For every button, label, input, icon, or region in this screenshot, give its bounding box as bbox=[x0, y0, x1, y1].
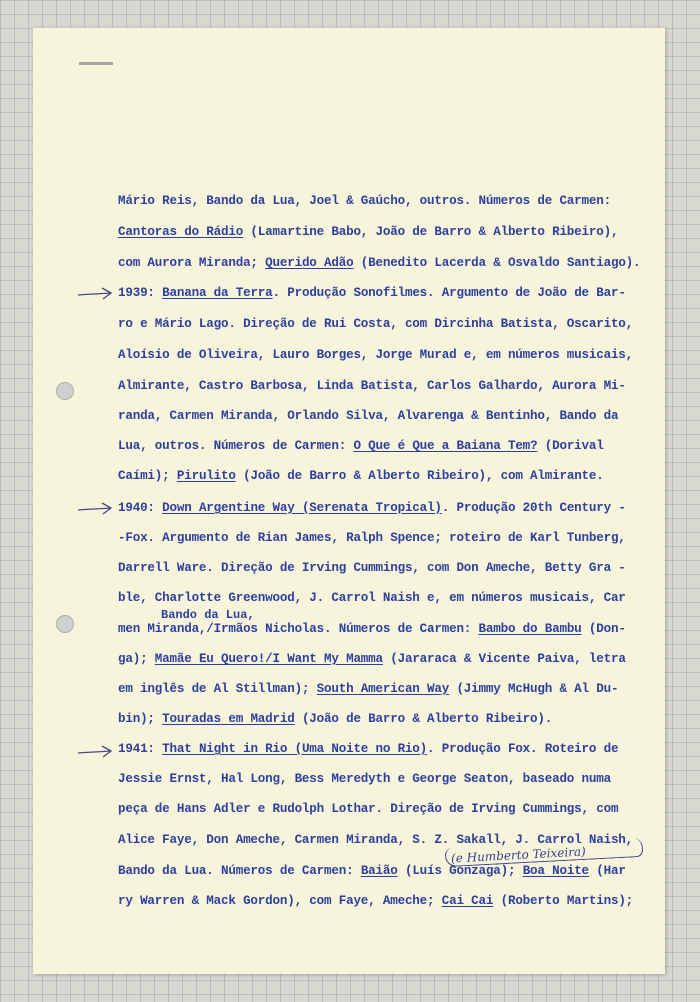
text-line: em inglês de Al Stillman); South American Way (Jimmy McHugh & Al Du- bbox=[118, 682, 619, 696]
text-line: Lua, outros. Números de Carmen: O Que é Que a Baiana Tem? (Dorival bbox=[118, 439, 604, 453]
text-line: randa, Carmen Miranda, Orlando Silva, Alvarenga & Bentinho, Bando da bbox=[118, 409, 619, 423]
arrow-icon bbox=[77, 502, 113, 516]
punch-hole-icon bbox=[56, 382, 74, 400]
text-line: Alice Faye, Don Ameche, Carmen Miranda, S. Z. Sakall, J. Carrol Naish, bbox=[118, 833, 634, 847]
interlinear-insertion: Bando da Lua, bbox=[161, 608, 255, 622]
text-line: 1941: That Night in Rio (Uma Noite no Rio). Produção Fox. Roteiro de bbox=[118, 742, 619, 756]
text-line: Almirante, Castro Barbosa, Linda Batista, Carlos Galhardo, Aurora Mi- bbox=[118, 379, 626, 393]
text-line: Darrell Ware. Direção de Irving Cummings, com Don Ameche, Betty Gra - bbox=[118, 561, 626, 575]
arrow-icon bbox=[77, 287, 113, 301]
text-line: ga); Mamãe Eu Quero!/I Want My Mamma (Jararaca & Vicente Paiva, letra bbox=[118, 652, 626, 666]
document-page bbox=[33, 28, 665, 974]
text-line: ry Warren & Mack Gordon), com Faye, Ameche; Cai Cai (Roberto Martins); bbox=[118, 894, 634, 908]
text-line: peça de Hans Adler e Rudolph Lothar. Direção de Irving Cummings, com bbox=[118, 802, 619, 816]
text-line: ro e Mário Lago. Direção de Rui Costa, com Dircinha Batista, Oscarito, bbox=[118, 317, 634, 331]
text-line: Jessie Ernst, Hal Long, Bess Meredyth e George Seaton, baseado numa bbox=[118, 772, 611, 786]
text-line: 1939: Banana da Terra. Produção Sonofilmes. Argumento de João de Bar- bbox=[118, 286, 626, 300]
text-line: Cantoras do Rádio (Lamartine Babo, João de Barro & Alberto Ribeiro), bbox=[118, 225, 619, 239]
pencil-mark bbox=[79, 62, 113, 65]
punch-hole-icon bbox=[56, 615, 74, 633]
text-line: Bando da Lua. Números de Carmen: Baião (Luís Gonzaga); Boa Noite (Har bbox=[118, 864, 626, 878]
arrow-icon bbox=[77, 745, 113, 759]
text-line: men Miranda,/Irmãos Nicholas. Números de Carmen: Bambo do Bambu (Don- bbox=[118, 622, 626, 636]
handwritten-annotation: (e Humberto Teixeira) bbox=[450, 844, 587, 866]
text-line: bin); Touradas em Madrid (João de Barro & Alberto Ribeiro). bbox=[118, 712, 553, 726]
text-line: Mário Reis, Bando da Lua, Joel & Gaúcho, outros. Números de Carmen: bbox=[118, 194, 611, 208]
text-line: -Fox. Argumento de Rian James, Ralph Spence; roteiro de Karl Tunberg, bbox=[118, 531, 626, 545]
text-line: com Aurora Miranda; Querido Adão (Benedito Lacerda & Osvaldo Santiago). bbox=[118, 256, 641, 270]
text-line: Caími); Pirulito (João de Barro & Alberto Ribeiro), com Almirante. bbox=[118, 469, 604, 483]
text-line: ble, Charlotte Greenwood, J. Carrol Naish e, em números musicais, Car bbox=[118, 591, 626, 605]
text-line: Aloísio de Oliveira, Lauro Borges, Jorge Murad e, em números musicais, bbox=[118, 348, 634, 362]
text-line: 1940: Down Argentine Way (Serenata Tropical). Produção 20th Century - bbox=[118, 501, 626, 515]
